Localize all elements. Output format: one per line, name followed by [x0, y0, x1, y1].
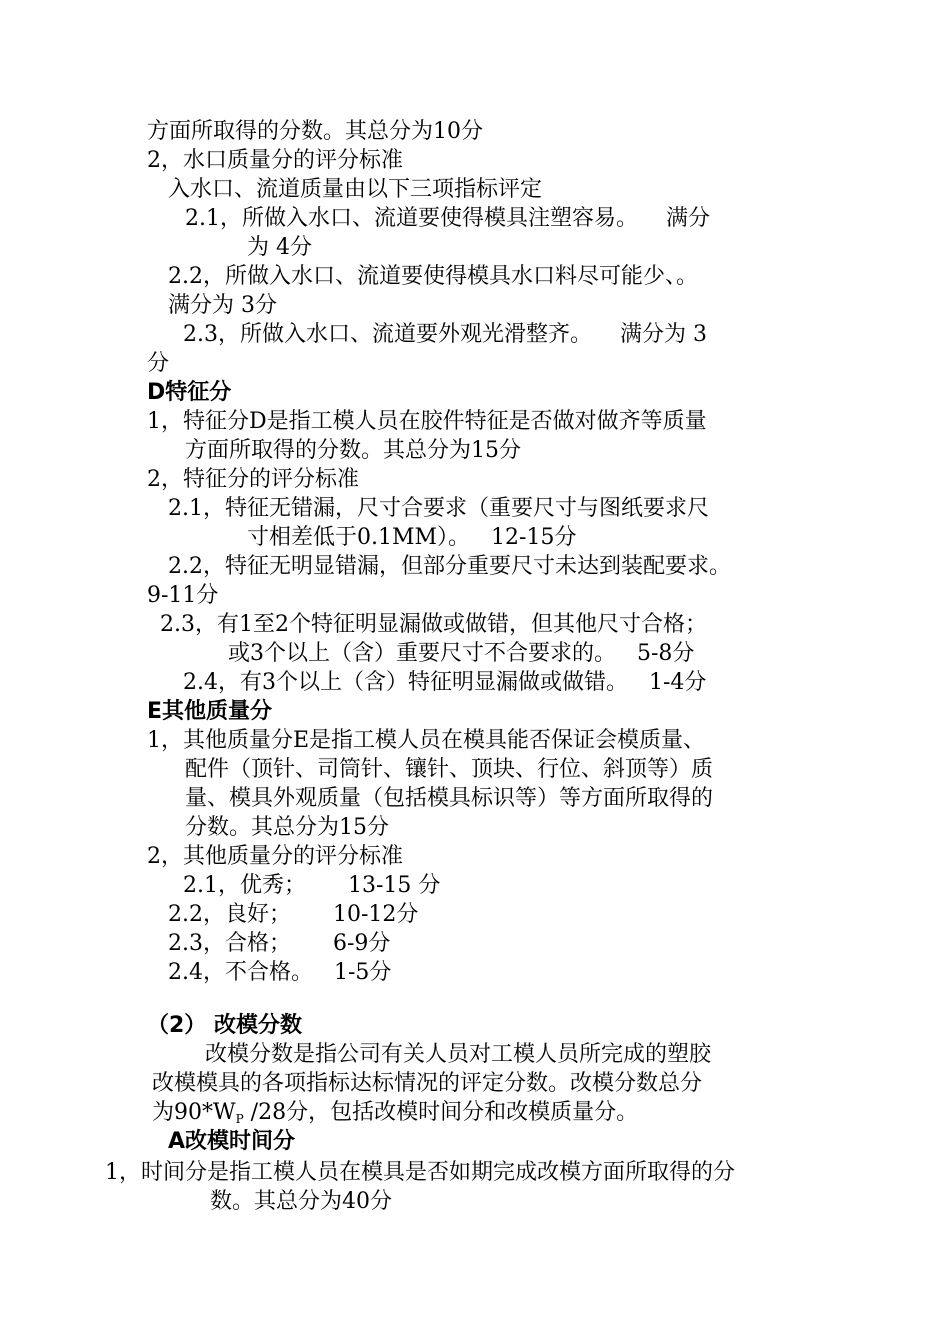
text-line: 改模模具的各项指标达标情况的评定分数。改模分数总分 [152, 1071, 703, 1096]
text-line: 2.4，有3个以上（含）特征明显漏做或做错。 1-4分 [183, 670, 707, 695]
formula-subscript: P [235, 1112, 244, 1126]
text-line: 寸相差低于0.1MM）。 12-15分 [247, 525, 577, 550]
formula-suffix: /28分，包括改模时间分和改模质量分。 [243, 1100, 639, 1125]
text-line: 2.4，不合格。 1-5分 [168, 960, 392, 985]
text-line: 2，水口质量分的评分标准 [147, 148, 403, 173]
text-line: 2，其他质量分的评分标准 [147, 844, 403, 869]
text-line: 分数。其总分为15分 [185, 815, 389, 840]
section-heading: （2） 改模分数 [147, 1013, 302, 1038]
text-line: 满分为 3分 [168, 293, 277, 318]
text-line: 2.3，合格； 6-9分 [168, 931, 391, 956]
text-line: 2.2，所做入水口、流道要使得模具水口料尽可能少、。 [168, 264, 698, 289]
text-line: 为 4分 [247, 235, 312, 260]
section-heading: E其他质量分 [147, 699, 273, 724]
text-line: 入水口、流道质量由以下三项指标评定 [168, 177, 543, 202]
text-line: 2.1，优秀； 13-15 分 [183, 873, 441, 898]
text-line: 方面所取得的分数。其总分为10分 [147, 119, 483, 144]
text-line: 或3个以上（含）重要尺寸不合要求的。 5-8分 [228, 641, 695, 666]
text-line: 1，时间分是指工模人员在模具是否如期完成改模方面所取得的分 [105, 1160, 735, 1185]
text-line: 9-11分 [147, 583, 219, 608]
text-line: 2.2，特征无明显错漏，但部分重要尺寸未达到装配要求。 [168, 554, 731, 579]
section-heading: A改模时间分 [168, 1129, 296, 1154]
text-line: 量、模具外观质量（包括模具标识等）等方面所取得的 [185, 786, 714, 811]
text-line: 1，其他质量分E是指工模人员在模具能否保证会模质量、 [147, 728, 706, 753]
text-line: 数。其总分为40分 [210, 1189, 392, 1214]
formula-prefix: 为90*W [152, 1100, 236, 1125]
text-line: 配件（顶针、司筒针、镶针、顶块、行位、斜顶等）质 [185, 757, 714, 782]
section-heading: D特征分 [147, 380, 232, 405]
text-line: 1，特征分D是指工模人员在胶件特征是否做对做齐等质量 [147, 409, 707, 434]
text-line: 2.1，特征无错漏，尺寸合要求（重要尺寸与图纸要求尺 [168, 496, 709, 521]
text-line: 改模分数是指公司有关人员对工模人员所完成的塑胶 [205, 1042, 712, 1067]
text-line: 方面所取得的分数。其总分为15分 [185, 438, 521, 463]
text-line: 分 [147, 351, 170, 376]
text-line: 2.3，所做入水口、流道要外观光滑整齐。 满分为 3 [183, 322, 707, 347]
text-line: 2.1，所做入水口、流道要使得模具注塑容易。 满分 [185, 206, 710, 231]
text-line: 2，特征分的评分标准 [147, 467, 359, 492]
text-line: 2.2，良好； 10-12分 [168, 902, 419, 927]
text-line: 2.3，有1至2个特征明显漏做或做错，但其他尺寸合格； [160, 612, 707, 637]
